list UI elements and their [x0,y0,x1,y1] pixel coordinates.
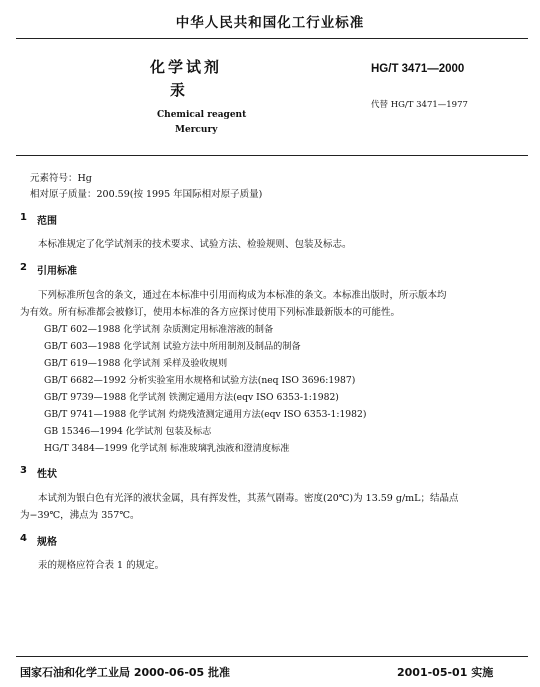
atomic-mass: 相对原子质量：200.59(按 1995 年国际相对原子质量) [30,189,263,200]
header-rule [16,38,528,39]
section-number: 1 [20,212,27,223]
section-paragraph: 下列标准所包含的条文，通过在本标准中引用而构成为本标准的条文。本标准出版时，所示版本均 [38,290,447,301]
reference-item: GB 15346—1994 化学试剂 包装及标志 [44,426,212,437]
section-number: 4 [20,533,27,544]
section-number: 2 [20,262,27,273]
reference-item: GB/T 9741—1988 化学试剂 灼烧残渣测定通用方法(eqv ISO 6353-1:1982) [44,409,367,420]
document-header-title: 中华人民共和国化工行业标准 [175,15,365,31]
reference-item: GB/T 9739—1988 化学试剂 铁测定通用方法(eqv ISO 6353-1:1982) [44,392,339,403]
approval-info: 国家石油和化学工业局 2000-06-05 批准 [20,666,231,679]
title-english-line2: Mercury [175,125,218,135]
element-symbol: 元素符号：Hg [30,173,92,184]
section-paragraph: 本试剂为银白色有光泽的液状金属，具有挥发性，其蒸气剧毒。密度(20℃)为 13.59 g/mL；结晶点 [38,493,459,504]
title-chinese-line1: 化学试剂 [150,58,223,76]
section-paragraph: 为有效。所有标准都会被修订，使用本标准的各方应探讨使用下列标准最新版本的可能性。 [20,307,401,318]
section-heading: 性状 [37,469,57,480]
replaces-standard: 代替 HG/T 3471—1977 [371,100,468,110]
section-paragraph: 汞的规格应符合表 1 的规定。 [38,560,165,571]
section-heading: 引用标准 [37,266,77,277]
section-paragraph: 为−39℃，沸点为 357℃。 [20,510,140,521]
reference-item: HG/T 3484—1999 化学试剂 标准玻璃乳浊液和澄清度标准 [44,443,290,454]
title-english-line1: Chemical reagent [157,110,247,120]
footer-rule [16,656,528,657]
effective-date: 2001-05-01 实施 [397,666,494,679]
reference-item: GB/T 6682—1992 分析实验室用水规格和试验方法(neq ISO 3696:1987) [44,375,356,386]
section-heading: 范围 [37,216,57,227]
section-number: 3 [20,465,27,476]
section-heading: 规格 [37,537,57,548]
title-rule [16,155,528,156]
section-paragraph: 本标准规定了化学试剂汞的技术要求、试验方法、检验规则、包装及标志。 [38,239,352,250]
standard-number: HG/T 3471—2000 [371,63,465,75]
reference-item: GB/T 602—1988 化学试剂 杂质测定用标准溶液的制备 [44,324,274,335]
title-chinese-line2: 汞 [170,81,186,99]
reference-item: GB/T 603—1988 化学试剂 试验方法中所用制剂及制品的制备 [44,341,301,352]
reference-item: GB/T 619—1988 化学试剂 采样及验收规则 [44,358,228,369]
